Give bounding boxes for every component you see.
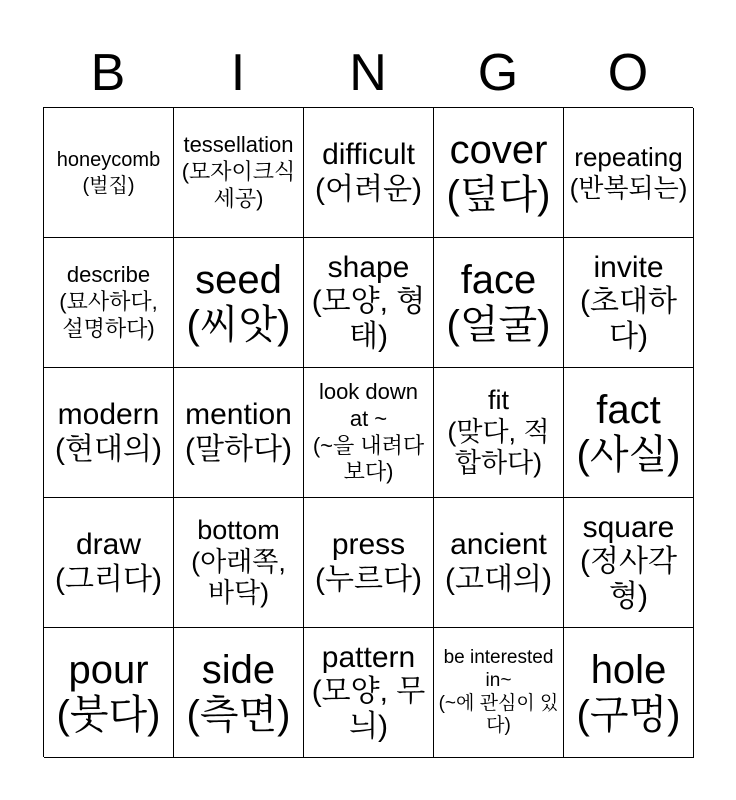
cell-word: repeating (574, 142, 683, 173)
cell-word: fact (596, 387, 661, 432)
cell-translation: (붓다) (56, 692, 161, 737)
cell-word: mention (185, 398, 292, 431)
cell-translation: (누르다) (315, 562, 422, 596)
cell-word: bottom (197, 514, 280, 545)
bingo-cell[interactable] (304, 108, 434, 238)
cell-translation: (묘사하다, 설명하다) (59, 289, 158, 341)
header-letter-i: I (230, 44, 246, 102)
bingo-cell[interactable] (434, 498, 564, 628)
bingo-cell[interactable] (174, 498, 304, 628)
cell-translation: (초대하다) (580, 285, 677, 353)
cell-word: honeycomb (56, 148, 161, 171)
cell-translation: (말하다) (185, 432, 292, 466)
bingo-cell[interactable] (304, 368, 434, 498)
bingo-cell[interactable] (434, 628, 564, 758)
bingo-cell[interactable] (564, 368, 694, 498)
cell-translation: (아래쪽, 바닥) (191, 546, 286, 609)
bingo-cell[interactable] (564, 498, 694, 628)
cell-word: tessellation (183, 132, 294, 158)
cell-word: hole (590, 647, 667, 692)
cell-word: modern (57, 398, 160, 431)
cell-word: invite (593, 250, 664, 284)
cell-word: ancient (450, 528, 547, 561)
bingo-cell[interactable] (44, 628, 174, 758)
cell-translation: (모양, 무늬) (311, 675, 426, 743)
cell-translation: (반복되는) (569, 172, 688, 203)
cell-word: be interested in~ (443, 646, 554, 691)
cell-translation: (얼굴) (446, 302, 551, 347)
cell-word: press (331, 528, 406, 561)
cell-word: draw (75, 528, 142, 561)
cell-translation: (정사각형) (580, 545, 677, 613)
bingo-cell[interactable] (44, 238, 174, 368)
cell-translation: (~에 관심이 있다) (438, 692, 559, 737)
bingo-cell[interactable] (564, 238, 694, 368)
bingo-cell[interactable] (304, 238, 434, 368)
bingo-cell[interactable] (44, 498, 174, 628)
cell-translation: (어려운) (315, 172, 422, 206)
cell-translation: (구멍) (576, 692, 681, 737)
bingo-cell[interactable] (304, 628, 434, 758)
bingo-cell[interactable] (304, 498, 434, 628)
cell-translation: (현대의) (55, 432, 162, 466)
header-letter-n: N (349, 44, 387, 102)
cell-word: shape (327, 250, 410, 284)
bingo-cell[interactable] (564, 108, 694, 238)
cell-translation: (모양, 형태) (311, 285, 426, 353)
cell-word: look down at ~ (318, 378, 419, 431)
bingo-grid (43, 107, 693, 757)
cell-word: side (201, 647, 276, 692)
header-letter-b: B (90, 44, 126, 102)
cell-translation: (씨앗) (186, 302, 291, 347)
bingo-cell[interactable] (434, 238, 564, 368)
cell-word: cover (449, 127, 548, 172)
bingo-cell[interactable] (174, 628, 304, 758)
cell-word: face (460, 257, 537, 302)
cell-translation: (고대의) (445, 562, 552, 596)
cell-translation: (덮다) (446, 172, 551, 217)
bingo-cell[interactable] (174, 368, 304, 498)
cell-word: pour (68, 647, 149, 692)
bingo-cell[interactable] (434, 368, 564, 498)
bingo-header (43, 40, 693, 106)
cell-translation: (사실) (576, 432, 681, 477)
header-letter-g: G (477, 44, 519, 102)
cell-translation: (측면) (186, 692, 291, 737)
bingo-cell[interactable] (564, 628, 694, 758)
cell-translation: (벌집) (82, 174, 135, 197)
cell-translation: (맞다, 적합하다) (447, 416, 550, 479)
bingo-cell[interactable] (44, 108, 174, 238)
cell-word: fit (487, 384, 509, 415)
bingo-cell[interactable] (174, 238, 304, 368)
cell-word: square (582, 510, 675, 544)
cell-word: difficult (322, 138, 415, 171)
cell-word: pattern (321, 640, 416, 674)
bingo-cell[interactable] (434, 108, 564, 238)
cell-word: seed (195, 257, 282, 302)
cell-word: describe (66, 262, 151, 288)
cell-translation: (그리다) (55, 562, 162, 596)
bingo-cell[interactable] (44, 368, 174, 498)
cell-translation: (~을 내려다보다) (312, 432, 425, 485)
cell-translation: (모자이크식 세공) (181, 159, 296, 211)
bingo-cell[interactable] (174, 108, 304, 238)
header-letter-o: O (607, 44, 649, 102)
